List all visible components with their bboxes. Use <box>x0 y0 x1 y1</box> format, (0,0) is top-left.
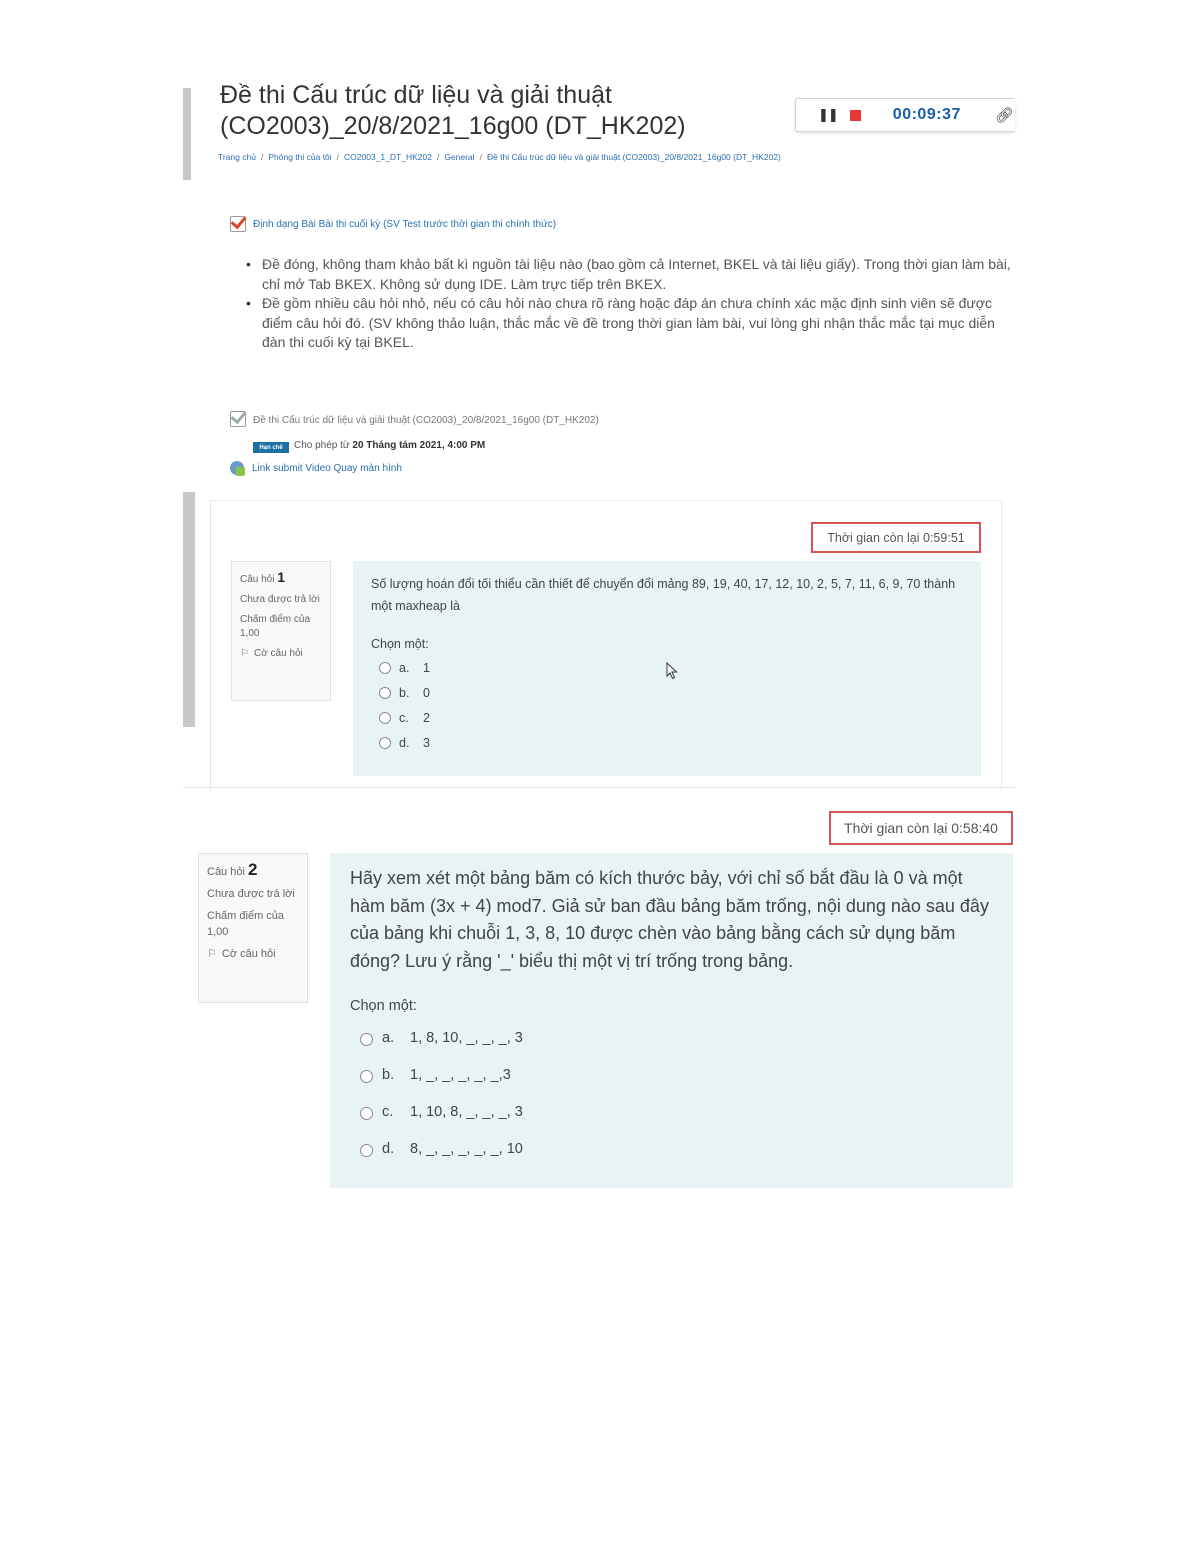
availability-text: Cho phép từ 20 Tháng tám 2021, 4:00 PM <box>294 440 486 451</box>
flag-question[interactable]: ⚐ Cờ câu hỏi <box>240 648 303 659</box>
question-status: Chưa được trả lời <box>207 888 295 900</box>
answer-option[interactable]: d. 3 <box>371 730 963 755</box>
pause-icon[interactable]: ❚❚ <box>818 107 838 122</box>
time-remaining: Thời gian còn lại 0:59:51 <box>811 522 981 553</box>
radio-button[interactable] <box>360 1144 373 1157</box>
question-number: Câu hỏi 1 <box>240 569 286 585</box>
format-link[interactable]: Định dạng Bài Bài thi cuối kỳ (SV Test trước thời gian thi chính thức) <box>253 219 557 230</box>
radio-button[interactable] <box>360 1033 373 1046</box>
radio-button[interactable] <box>379 737 391 749</box>
flag-question[interactable]: ⚐ Cờ câu hỏi <box>207 948 276 960</box>
rule-item: • Đề gồm nhiều câu hỏi nhỏ, nếu có câu hỏi nào chưa rõ ràng hoặc đáp án chưa chính xác mặc định sinh viên sẽ được điểm câu hỏi đó. (SV không thảo luận, thắc mắc về đề trong thời gian làm bài, vui lòng ghi nhận thắc mắc tại mục diễn đàn thi cuối kỳ tại BKEL. <box>244 294 1014 353</box>
exam-rules-list <box>244 255 1014 353</box>
choose-one-label: Chọn một: <box>371 637 429 651</box>
breadcrumb: Trang chủ / Phòng thi của tôi / CO2003_1_DT_HK202 / General / Đề thi Cấu trúc dữ liệu và giải thuật (CO2003)_20/8/2021_16g00 (DT_HK202) <box>218 152 781 162</box>
stop-icon[interactable] <box>850 110 861 121</box>
question-status: Chưa được trả lời <box>240 594 320 605</box>
url-icon <box>230 461 244 475</box>
radio-button[interactable] <box>379 662 391 674</box>
answer-option[interactable]: c. 1, 10, 8, _, _, _, 3 <box>350 1095 993 1132</box>
question-text: Hãy xem xét một bảng băm có kích thước bảy, với chỉ số bắt đầu là 0 và một hàm băm (3x + 4) mod7. Giả sử ban đầu bảng băm trống, nội dung nào sau đây của bảng khi chuỗi 1, 3, 8, 10 được chèn vào bảng bằng cách sử dụng băm đóng? Lưu ý rằng '_' biểu thị một vị trí trống trong bảng. <box>350 868 989 971</box>
choose-one-label: Chọn một: <box>350 998 417 1014</box>
question-text: Số lượng hoán đổi tối thiểu cần thiết để chuyển đổi mảng 89, 19, 40, 17, 12, 10, 2, 5, 7, 11, 6, 9, 70 thành một maxheap là <box>371 577 956 613</box>
link-icon[interactable]: 🔗︎ <box>994 107 1014 124</box>
answer-option[interactable]: b. 1, _, _, _, _, _,3 <box>350 1058 993 1095</box>
restricted-badge: Hạn chế <box>253 442 289 453</box>
question-info <box>231 561 331 701</box>
radio-button[interactable] <box>360 1107 373 1120</box>
video-submit-link[interactable]: Link submit Video Quay màn hình <box>252 463 402 474</box>
checkbox-icon <box>230 216 246 232</box>
breadcrumb-home[interactable]: Trang chủ <box>218 152 256 162</box>
breadcrumb-my-exams[interactable]: Phòng thi của tôi <box>268 152 332 162</box>
recording-elapsed-time: 00:09:37 <box>892 106 961 123</box>
flag-icon: ⚐ <box>207 948 217 960</box>
question-mark: Chấm điểm của 1,00 <box>207 910 285 938</box>
answer-option[interactable]: a. 1 <box>371 655 963 680</box>
question-info <box>198 853 308 1003</box>
question-mark: Chấm điểm của 1,00 <box>240 614 311 639</box>
breadcrumb-course[interactable]: CO2003_1_DT_HK202 <box>344 152 432 162</box>
breadcrumb-exam[interactable]: Đề thi Cấu trúc dữ liệu và giải thuật (CO2003)_20/8/2021_16g00 (DT_HK202) <box>486 152 781 162</box>
checkbox-icon <box>230 411 246 427</box>
time-remaining: Thời gian còn lại 0:58:40 <box>829 811 1013 845</box>
answer-option[interactable]: b. 0 <box>371 680 963 705</box>
radio-button[interactable] <box>379 687 391 699</box>
left-scroll-indicator <box>183 492 195 727</box>
radio-button[interactable] <box>379 712 391 724</box>
page-title: Đề thi Cấu trúc dữ liệu và giải thuật (CO2003)_20/8/2021_16g00 (DT_HK202) <box>220 81 686 140</box>
question-content <box>330 853 1013 1188</box>
answer-option[interactable]: a. 1, 8, 10, _, _, _, 3 <box>350 1021 993 1058</box>
rule-item: • Đề đóng, không tham khảo bất kì nguồn tài liệu nào (bao gồm cả Internet, BKEL và tài liệu giấy). Trong thời gian làm bài, chỉ mở Tab BKEX. Không sử dụng IDE. Làm trực tiếp trên BKEX. <box>244 255 1014 294</box>
flag-icon: ⚐ <box>240 648 249 659</box>
answer-option[interactable]: c. 2 <box>371 705 963 730</box>
left-scroll-indicator <box>183 88 191 180</box>
breadcrumb-general[interactable]: General <box>444 152 475 162</box>
exam-link[interactable]: Đề thi Cấu trúc dữ liệu và giải thuật (CO2003)_20/8/2021_16g00 (DT_HK202) <box>253 415 599 426</box>
screen-recorder-widget <box>795 98 1015 132</box>
divider <box>183 787 1015 788</box>
question-number: Câu hỏi 2 <box>207 860 258 879</box>
answer-option[interactable]: d. 8, _, _, _, _, _, 10 <box>350 1132 993 1169</box>
radio-button[interactable] <box>360 1070 373 1083</box>
